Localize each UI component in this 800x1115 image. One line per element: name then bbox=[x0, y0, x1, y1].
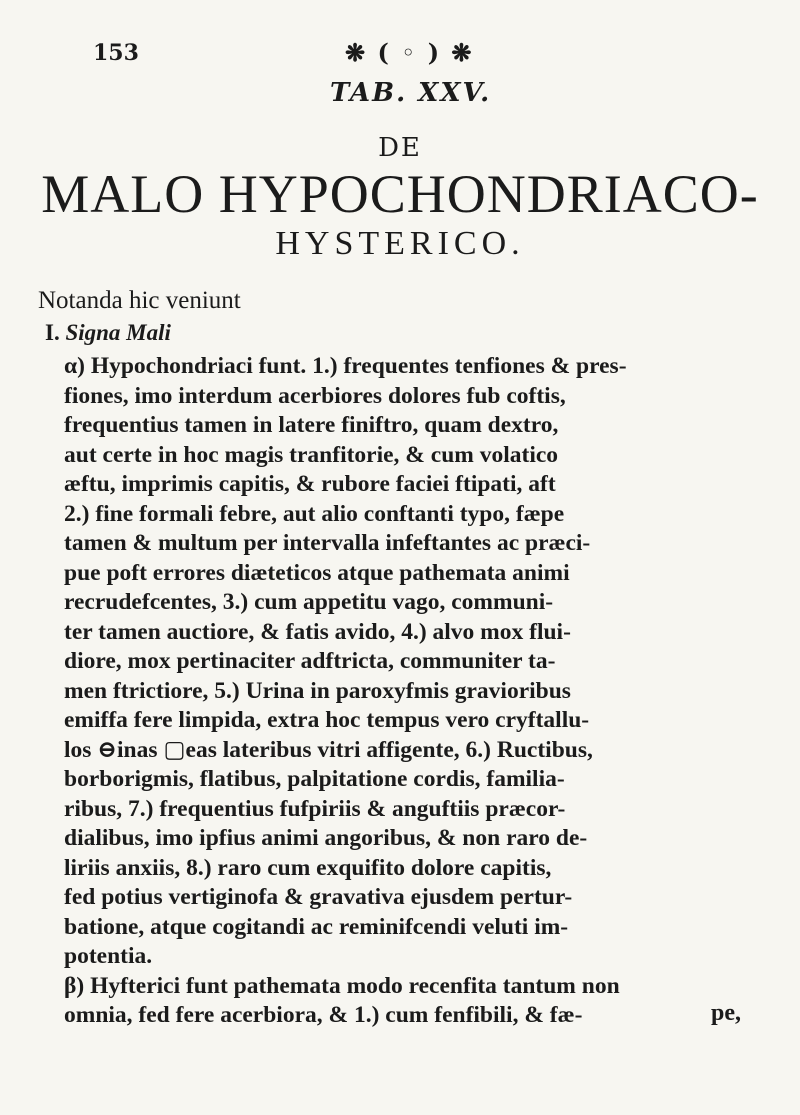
page-number: 153 bbox=[93, 40, 139, 66]
header-ornament: ❋ ( ◦ ) ❋ bbox=[345, 38, 474, 67]
page-subtitle: HYSTERICO. bbox=[275, 225, 525, 262]
paragraph-hypochondriac: α) Hypochondriaci funt. 1.) frequentes tenfiones & pres- fiones, imo interdum acerbiores dolores fub coftis, frequentius tamen in latere finiftro, quam dextro, aut certe in hoc magis tranfitorie, & cum volatico æftu, imprimis capitis, & rubore faciei ftipati, aft 2.) fine formali febre, aut alio conftanti typo, fæpe tamen & multum per intervalla infeftantes ac præci- pue poft errores diæteticos atque pathemata animi recrudefcentes, 3.) cum appetitu vago, communi- ter tamen auctiore, & fatis avido, 4.) alvo mox flui- diore, mox pertinaciter adftricta, communiter ta- men ftrictiore, 5.) Urina in paroxyfmis gravioribus emiffa fere limpida, extra hoc tempus vero cryftallu- los ⊖inas ▢eas lateribus vitri affigente, 6.) Ructibus, borborigmis, flatibus, palpitatione cordis, familia- ribus, 7.) frequentius fufpiriis & anguftiis præcor- dialibus, imo ipfius animi angoribus, & non raro de- liriis anxiis, 8.) raro cum exquifito dolore capitis, fed potius vertiginofa & gravativa ejusdem pertur- batione, atque cogitandi ac reminifcendi veluti im- potentia. bbox=[64, 353, 627, 969]
intro-line: Notanda hic veniunt bbox=[38, 287, 241, 314]
table-label: TAB. XXV. bbox=[330, 78, 492, 108]
catchword: pe, bbox=[711, 1000, 741, 1026]
section-heading bbox=[45, 320, 171, 346]
body-text bbox=[64, 352, 764, 1031]
section-title: Signa Mali bbox=[65, 320, 171, 345]
section-numeral: I. bbox=[45, 320, 60, 345]
title-preposition: DE bbox=[378, 133, 422, 163]
page-title: MALO HYPOCHONDRIACO- bbox=[41, 164, 759, 224]
paragraph-hysteric: β) Hyfterici funt pathemata modo recenfita tantum non omnia, fed fere acerbiora, & 1.) cum fenfibili, & fæ- bbox=[64, 972, 620, 1028]
